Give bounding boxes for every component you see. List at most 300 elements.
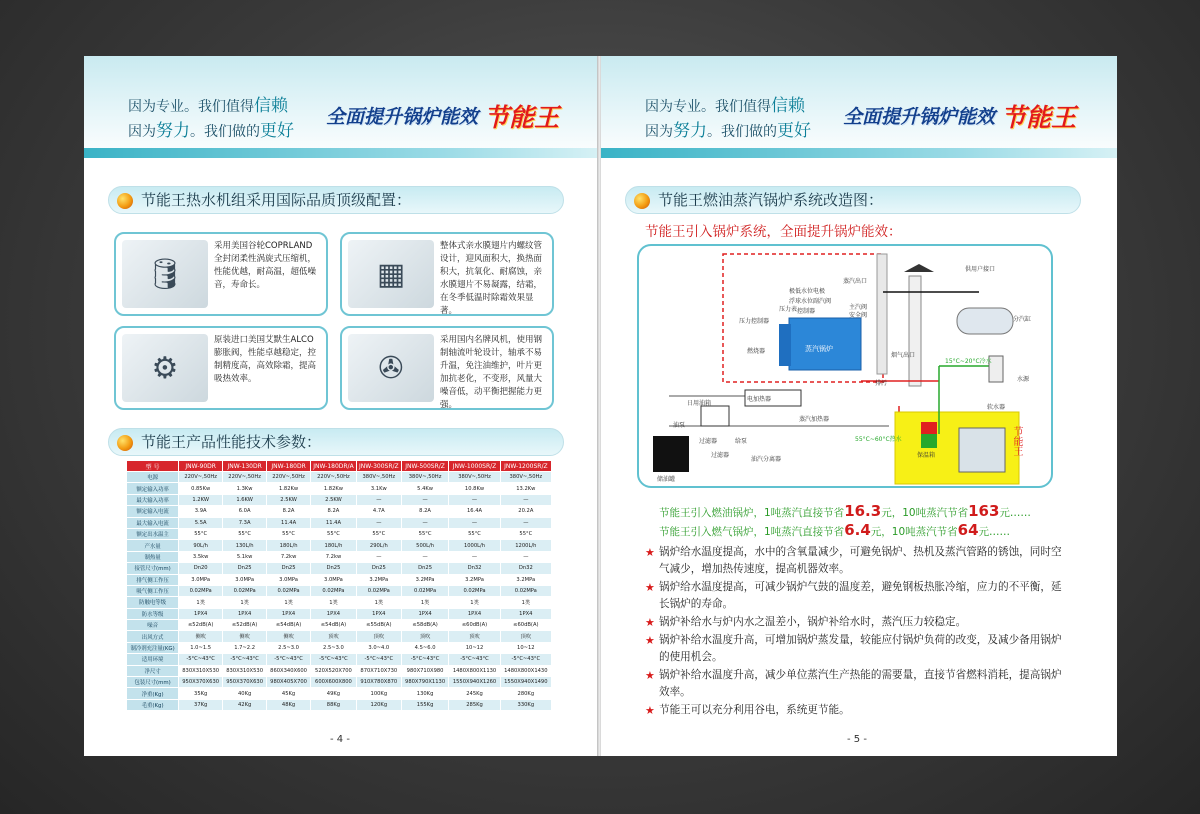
table-cell: Dn32: [449, 563, 500, 574]
feature-text: 采用美国谷轮COPRLAND全封闭柔性涡旋式压缩机，性能优越，耐高温，超低噪音，寿命长。: [214, 241, 317, 290]
table-cell: 1.82Kw: [311, 483, 357, 494]
slogan-text: 因为: [128, 124, 156, 140]
slogan-text: 因为: [645, 124, 673, 140]
table-cell: 净尺寸: [127, 665, 179, 676]
saving-value: 6.4: [844, 521, 871, 539]
table-cell: —: [356, 551, 401, 562]
table-cell: 3.2MPa: [356, 574, 401, 585]
table-cell: 4.5~6.0: [401, 642, 449, 653]
brand-tagline: 全面提升锅炉能效: [843, 106, 996, 128]
table-cell: 顶吹: [311, 631, 357, 642]
table-cell: ≤52dB(A): [179, 620, 223, 631]
saving-text: 节能王引入燃油锅炉，1吨蒸汽直接节省: [659, 507, 845, 519]
table-row: [127, 472, 552, 483]
table-cell: 顶吹: [401, 631, 449, 642]
table-cell: 2.5KW: [267, 494, 311, 505]
table-cell: 1类: [500, 597, 551, 608]
diagram-label: 节能王: [1011, 426, 1022, 456]
table-cell: —: [449, 551, 500, 562]
system-diagram: [637, 244, 1053, 488]
table-row: [127, 620, 552, 631]
table-cell: 0.02MPa: [356, 585, 401, 596]
table-cell: 1PX4: [500, 608, 551, 619]
table-cell: 10~12: [449, 642, 500, 653]
diagram-label: 分汽缸: [1013, 316, 1032, 323]
table-cell: 0.85Kw: [179, 483, 223, 494]
table-cell: 55°C: [449, 528, 500, 539]
feature-text: 采用国内名牌风机，使用钢制轴流叶轮设计，轴承不易升温，免注油维护，叶片更加抗老化，不变形，风量大噪音低，动平衡把握能力更强。: [440, 335, 543, 410]
table-cell: 3.0MPa: [179, 574, 223, 585]
table-row: [127, 574, 552, 585]
table-cell: 0.02MPa: [267, 585, 311, 596]
section-title: [108, 428, 564, 456]
saving-text: 元……: [999, 507, 1031, 519]
table-cell: 830X310X530: [179, 665, 223, 676]
saving-text: 元……: [978, 526, 1011, 538]
table-cell: 侧吹: [267, 631, 311, 642]
diagram-label: 压力控制器: [739, 318, 770, 325]
compressor-icon: 🛢: [122, 240, 208, 308]
table-cell: 220V~,50Hz: [179, 472, 223, 483]
table-cell: 1PX4: [449, 608, 500, 619]
table-header-cell: 型 号: [127, 461, 179, 472]
table-cell: 130Kg: [401, 688, 449, 699]
table-cell: 出风方式: [127, 631, 179, 642]
table-cell: 0.02MPa: [223, 585, 267, 596]
saving-line: [659, 521, 1010, 539]
brand-tagline: 全面提升锅炉能效: [326, 106, 479, 128]
table-cell: 1.7~2.2: [223, 642, 267, 653]
table-cell: 顶吹: [449, 631, 500, 642]
table-cell: 净重(Kg): [127, 688, 179, 699]
table-cell: 55°C: [179, 528, 223, 539]
table-cell: ≤60dB(A): [449, 620, 500, 631]
table-cell: 1类: [267, 597, 311, 608]
table-cell: 220V~,50Hz: [223, 472, 267, 483]
table-cell: 11.4A: [267, 517, 311, 528]
table-cell: 防触电等级: [127, 597, 179, 608]
diagram-label: 软水器: [987, 404, 1006, 411]
table-cell: 1PX4: [223, 608, 267, 619]
feature-card: [114, 326, 328, 410]
saving-line: [659, 502, 1031, 520]
table-cell: 3.2MPa: [500, 574, 551, 585]
slogan-emphasis: 努力: [673, 121, 707, 141]
table-cell: 电源: [127, 472, 179, 483]
table-cell: 额定出水温主: [127, 528, 179, 539]
saving-value: 64: [957, 521, 979, 539]
feature-card: [340, 232, 554, 316]
table-cell: 155Kg: [401, 699, 449, 710]
table-cell: Dn25: [223, 563, 267, 574]
slogan-text: 因为专业。我们值得: [645, 99, 771, 115]
table-row: [127, 551, 552, 562]
brand-logo: 节能王: [484, 103, 560, 132]
table-cell: 1.3Kw: [223, 483, 267, 494]
list-item: ★ 锅炉补给水与炉内水之温差小，锅炉补给水时，蒸汽压力较稳定。: [645, 614, 1065, 631]
table-cell: 980X405X700: [267, 677, 311, 688]
table-row: [127, 688, 552, 699]
table-cell: 1480X800X1130: [449, 665, 500, 676]
table-row: [127, 677, 552, 688]
table-cell: —: [449, 517, 500, 528]
table-cell: 55°C: [223, 528, 267, 539]
table-cell: -5°C~43°C: [267, 654, 311, 665]
table-cell: 0.02MPa: [179, 585, 223, 596]
table-row: [127, 563, 552, 574]
heat-exchanger-icon: ▦: [348, 240, 434, 308]
table-cell: 7.2kw: [311, 551, 357, 562]
slogan-emphasis: 努力: [156, 121, 190, 141]
table-row: [127, 631, 552, 642]
diagram-label: 浮球水位副汽阀: [789, 298, 832, 305]
section-title: [108, 186, 564, 214]
table-cell: 330Kg: [500, 699, 551, 710]
diagram-label: 蒸汽加热器: [799, 416, 830, 423]
table-cell: 接管尺寸(mm): [127, 563, 179, 574]
diagram-label: 55°C~60°C热水: [855, 436, 902, 443]
slogan: [645, 94, 811, 144]
slogan: [128, 94, 294, 144]
page-number: - 5 -: [847, 734, 867, 745]
diagram-label: 给泵: [735, 438, 748, 445]
table-cell: 1类: [449, 597, 500, 608]
table-cell: 3.0MPa: [267, 574, 311, 585]
diagram-label: 过滤器: [699, 438, 718, 445]
table-cell: 1PX4: [356, 608, 401, 619]
diagram-label: 储油罐: [657, 476, 676, 483]
diagram-label: 保温箱: [917, 452, 936, 459]
table-cell: 3.9A: [179, 506, 223, 517]
table-cell: 8.2A: [267, 506, 311, 517]
table-row: [127, 608, 552, 619]
table-cell: 排气侧工作压: [127, 574, 179, 585]
table-cell: 产水量: [127, 540, 179, 551]
diagram-label: 蒸汽锅炉: [805, 345, 833, 353]
table-cell: -5°C~43°C: [179, 654, 223, 665]
table-cell: 最大输入电流: [127, 517, 179, 528]
table-cell: —: [401, 551, 449, 562]
table-cell: 吸气侧工作压: [127, 585, 179, 596]
table-row: [127, 699, 552, 710]
table-cell: 3.0MPa: [311, 574, 357, 585]
right-page: [601, 56, 1117, 756]
table-row: [127, 540, 552, 551]
table-cell: 830X310X530: [223, 665, 267, 676]
table-header-cell: JNW-90DR: [179, 461, 223, 472]
slogan-emphasis: 更好: [260, 121, 294, 141]
table-header-cell: JNW-500SR/Z: [401, 461, 449, 472]
table-cell: 910X780X870: [356, 677, 401, 688]
diagram-label: 过滤器: [711, 452, 730, 459]
table-cell: 1PX4: [401, 608, 449, 619]
saving-value: 163: [968, 502, 1000, 520]
bullet-ball-icon: [634, 193, 650, 209]
diagram-label: 日用油箱: [687, 400, 712, 407]
table-cell: -5°C~43°C: [311, 654, 357, 665]
table-header-cell: JNW-130DR: [223, 461, 267, 472]
table-cell: 1类: [179, 597, 223, 608]
list-item: ★ 节能王可以充分利用谷电，系统更节能。: [645, 702, 1065, 719]
diagram-label: 控制器: [797, 308, 816, 315]
table-cell: 980X710X980: [401, 665, 449, 676]
diagram-label: 水源: [1017, 376, 1030, 383]
slogan-text: 因为专业。我们值得: [128, 99, 254, 115]
table-cell: 额定输入电流: [127, 506, 179, 517]
table-cell: 42Kg: [223, 699, 267, 710]
table-cell: 380V~,50Hz: [356, 472, 401, 483]
diagram-label: 排污: [875, 380, 888, 387]
table-cell: 220V~,50Hz: [267, 472, 311, 483]
table-header-cell: JNW-1200SR/Z: [500, 461, 551, 472]
table-cell: 适用环境: [127, 654, 179, 665]
table-cell: 1类: [401, 597, 449, 608]
table-cell: 1550X940X1490: [500, 677, 551, 688]
table-row: [127, 506, 552, 517]
table-cell: -5°C~43°C: [356, 654, 401, 665]
table-cell: 130L/h: [223, 540, 267, 551]
diagram-label: 压力表: [779, 306, 798, 313]
table-cell: 1550X940X1260: [449, 677, 500, 688]
table-cell: -5°C~43°C: [401, 654, 449, 665]
diagram-label: 15°C~20°C冷水: [945, 358, 992, 365]
table-cell: —: [500, 517, 551, 528]
table-cell: 侧吹: [223, 631, 267, 642]
table-cell: 55°C: [267, 528, 311, 539]
diagram-label: 供用户接口: [965, 266, 996, 273]
table-cell: Dn25: [267, 563, 311, 574]
feature-card: [114, 232, 328, 316]
table-cell: 245Kg: [449, 688, 500, 699]
table-cell: 40Kg: [223, 688, 267, 699]
diagram-label: 蒸汽出口: [843, 278, 868, 285]
table-row: [127, 585, 552, 596]
list-item: ★ 锅炉给水温度提高，可减少锅炉气鼓的温度差，避免钢板热胀冷缩，应力的不平衡，延长锅炉的寿命。: [645, 579, 1065, 613]
table-cell: 13.2Kw: [500, 483, 551, 494]
table-cell: 285Kg: [449, 699, 500, 710]
feature-text: 整体式亲水膜翅片内螺纹管设计，迎风面积大，换热面积大，抗氧化、耐腐蚀，亲水膜翅片不易凝露，结霜，在冬季低温时除霜效果显著。: [440, 241, 543, 316]
table-cell: 1PX4: [267, 608, 311, 619]
table-cell: 2.5~3.0: [267, 642, 311, 653]
table-cell: 制热量: [127, 551, 179, 562]
table-cell: Dn25: [311, 563, 357, 574]
table-cell: Dn25: [356, 563, 401, 574]
slogan-text: 。我们做的: [190, 124, 260, 140]
table-cell: 55°C: [356, 528, 401, 539]
diagram-label: 极低水位电极: [789, 288, 826, 295]
diagram-label: 燃烧器: [747, 348, 766, 355]
table-cell: 220V~,50Hz: [311, 472, 357, 483]
table-cell: 顶吹: [500, 631, 551, 642]
table-cell: 120Kg: [356, 699, 401, 710]
table-cell: 3.2MPa: [449, 574, 500, 585]
table-header-row: [127, 461, 552, 472]
table-cell: 0.02MPa: [311, 585, 357, 596]
table-cell: 520X520X700: [311, 665, 357, 676]
table-cell: ≤54dB(A): [311, 620, 357, 631]
table-cell: 180L/h: [311, 540, 357, 551]
diagram-label: 电加热器: [747, 396, 772, 403]
table-cell: 1.2KW: [179, 494, 223, 505]
section-title-text: 节能王燃油蒸汽锅炉系统改造图：: [658, 191, 884, 209]
spec-table: [126, 460, 552, 711]
table-cell: 6.0A: [223, 506, 267, 517]
table-header-cell: JNW-180DR/A: [311, 461, 357, 472]
table-cell: 500L/h: [401, 540, 449, 551]
table-row: [127, 642, 552, 653]
table-header-cell: JNW-300SR/Z: [356, 461, 401, 472]
list-item: ★ 锅炉给水温度提高，水中的含氧量减少，可避免锅炉、热机及蒸汽管路的锈蚀，同时空气减少，增加热传速度，提高机器效率。: [645, 544, 1065, 578]
table-cell: 2.5~3.0: [311, 642, 357, 653]
table-cell: 4.7A: [356, 506, 401, 517]
table-cell: 45Kg: [267, 688, 311, 699]
section-title-text: 节能王产品性能技术参数：: [141, 433, 322, 451]
table-cell: 290L/h: [356, 540, 401, 551]
table-cell: 950X370X630: [179, 677, 223, 688]
table-row: [127, 597, 552, 608]
table-cell: -5°C~43°C: [500, 654, 551, 665]
diagram-label: 主汽阀: [849, 304, 868, 311]
table-cell: Dn25: [401, 563, 449, 574]
table-cell: —: [500, 551, 551, 562]
table-cell: -5°C~43°C: [449, 654, 500, 665]
table-cell: 380V~,50Hz: [500, 472, 551, 483]
table-cell: 7.2kw: [267, 551, 311, 562]
table-cell: 8.2A: [311, 506, 357, 517]
table-cell: 870X710X730: [356, 665, 401, 676]
table-cell: —: [449, 494, 500, 505]
table-cell: 8.2A: [401, 506, 449, 517]
table-cell: 100Kg: [356, 688, 401, 699]
table-cell: 7.3A: [223, 517, 267, 528]
table-cell: 48Kg: [267, 699, 311, 710]
table-cell: 1类: [356, 597, 401, 608]
bullet-ball-icon: [117, 435, 133, 451]
table-cell: 380V~,50Hz: [449, 472, 500, 483]
table-cell: 1.0~1.5: [179, 642, 223, 653]
table-cell: 0.02MPa: [500, 585, 551, 596]
table-cell: 3.0~4.0: [356, 642, 401, 653]
table-cell: 5.1kw: [223, 551, 267, 562]
diagram-subtitle: 节能王引入锅炉系统，全面提升锅炉能效：: [645, 224, 902, 240]
table-cell: 1000L/h: [449, 540, 500, 551]
table-header-cell: JNW-1000SR/Z: [449, 461, 500, 472]
benefit-list: [645, 544, 1065, 720]
table-cell: 1480X800X1430: [500, 665, 551, 676]
saving-text: 元，10吨蒸汽节省: [870, 526, 958, 538]
table-cell: ≤60dB(A): [500, 620, 551, 631]
diagram-label: 油泵: [673, 422, 686, 429]
table-cell: —: [401, 494, 449, 505]
list-item: ★ 锅炉补给水温度升高，可增加锅炉蒸发量，较能应付锅炉负荷的改变，及减少备用锅炉的使用机会。: [645, 632, 1065, 666]
slogan-emphasis: 信赖: [254, 96, 288, 116]
table-cell: 2.5KW: [311, 494, 357, 505]
table-cell: 3.2MPa: [401, 574, 449, 585]
table-cell: 55°C: [500, 528, 551, 539]
slogan-emphasis: 信赖: [771, 96, 805, 116]
section-title-text: 节能王热水机组采用国际品质顶级配置：: [141, 191, 412, 209]
table-cell: 950X370X630: [223, 677, 267, 688]
table-cell: 90L/h: [179, 540, 223, 551]
table-cell: 20.2A: [500, 506, 551, 517]
table-cell: 980X790X1130: [401, 677, 449, 688]
table-header-cell: JNW-180DR: [267, 461, 311, 472]
table-cell: 3.5kw: [179, 551, 223, 562]
slogan-text: 。我们做的: [707, 124, 777, 140]
table-cell: Dn32: [500, 563, 551, 574]
table-cell: 防水等级: [127, 608, 179, 619]
saving-text: 节能王引入燃气锅炉，1吨蒸汽直接节省: [659, 526, 845, 538]
table-cell: 包装尺寸(mm): [127, 677, 179, 688]
table-cell: 5.4Kw: [401, 483, 449, 494]
diagram-label: 烟气出口: [891, 352, 916, 359]
table-cell: 600X600X800: [311, 677, 357, 688]
page-number: - 4 -: [330, 734, 350, 745]
table-cell: 侧吹: [179, 631, 223, 642]
table-row: [127, 494, 552, 505]
table-cell: 1类: [311, 597, 357, 608]
table-cell: ≤55dB(A): [356, 620, 401, 631]
expansion-valve-icon: ⚙: [122, 334, 208, 402]
feature-text: 原装进口美国艾默生ALCO膨胀阀，性能卓越稳定，控制精度高，高效除霜，提高吸热效率。: [214, 335, 317, 384]
list-item: ★ 锅炉补给水温度升高，减少单位蒸汽生产热能的需要量，直接节省燃料消耗，提高锅炉效率。: [645, 667, 1065, 701]
table-cell: 49Kg: [311, 688, 357, 699]
table-cell: 180L/h: [267, 540, 311, 551]
table-cell: 380V~,50Hz: [401, 472, 449, 483]
table-row: [127, 517, 552, 528]
table-cell: 55°C: [401, 528, 449, 539]
slogan-emphasis: 更好: [777, 121, 811, 141]
bullet-ball-icon: [117, 193, 133, 209]
table-cell: 0.02MPa: [401, 585, 449, 596]
table-cell: 0.02MPa: [449, 585, 500, 596]
table-cell: ≤54dB(A): [267, 620, 311, 631]
table-cell: 1PX4: [179, 608, 223, 619]
table-cell: 额定输入功率: [127, 483, 179, 494]
left-page: [84, 56, 598, 756]
table-cell: 55°C: [311, 528, 357, 539]
table-cell: 制冷剂充注量(KG): [127, 642, 179, 653]
table-cell: 噪音: [127, 620, 179, 631]
table-cell: 860X340X600: [267, 665, 311, 676]
table-cell: Dn20: [179, 563, 223, 574]
table-cell: 顶吹: [356, 631, 401, 642]
table-cell: —: [401, 517, 449, 528]
table-cell: 1类: [223, 597, 267, 608]
brand-logo: 节能王: [1001, 103, 1077, 132]
table-cell: 1200L/h: [500, 540, 551, 551]
table-row: [127, 483, 552, 494]
table-cell: 1.82Kw: [267, 483, 311, 494]
feature-card: [340, 326, 554, 410]
section-title: [625, 186, 1081, 214]
table-cell: 1.6KW: [223, 494, 267, 505]
table-cell: 16.4A: [449, 506, 500, 517]
table-cell: 毛重(Kg): [127, 699, 179, 710]
table-cell: 10.8Kw: [449, 483, 500, 494]
table-cell: 280Kg: [500, 688, 551, 699]
table-cell: 37Kg: [179, 699, 223, 710]
table-cell: 5.5A: [179, 517, 223, 528]
table-cell: 88Kg: [311, 699, 357, 710]
table-cell: ≤52dB(A): [223, 620, 267, 631]
saving-value: 16.3: [844, 502, 882, 520]
saving-text: 元，10吨蒸汽节省: [881, 507, 969, 519]
table-cell: 最大输入功率: [127, 494, 179, 505]
table-cell: —: [356, 517, 401, 528]
table-body: [127, 472, 552, 711]
table-cell: —: [500, 494, 551, 505]
